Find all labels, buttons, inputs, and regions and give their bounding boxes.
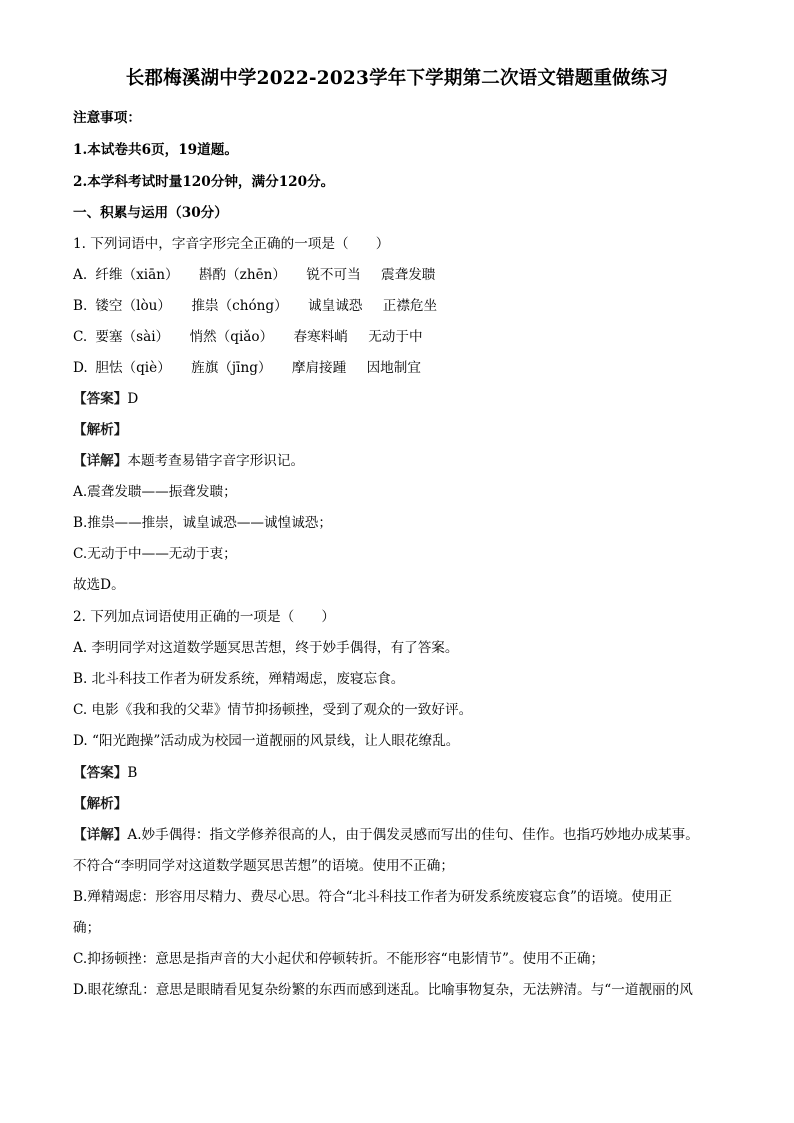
option-word: 因地制宜 xyxy=(366,360,421,376)
answer-value: D xyxy=(127,391,139,407)
option-letter: B. xyxy=(73,298,88,314)
option-letter: C. xyxy=(73,329,88,345)
q2-option-d: D. “阳光跑操”活动成为校园一道靓丽的风景线，让人眼花缭乱。 xyxy=(73,733,460,749)
q2-answer xyxy=(73,763,137,783)
q2-stem: 2. 下列加点词语使用正确的一项是（ ） xyxy=(73,609,335,625)
detail-tag: 【详解】 xyxy=(73,827,128,843)
q2-detail-line-5: C.抑扬顿挫：意思是指声音的大小起伏和停顿转折。不能形容“电影情节”。使用不正确； xyxy=(73,951,605,967)
option-word: 锐不可当 xyxy=(306,267,361,283)
notice-item-1: 1.本试卷共6页，19道题。 xyxy=(73,142,238,158)
option-word: 震聋发聩 xyxy=(381,267,436,283)
answer-tag: 【答案】 xyxy=(73,765,128,781)
section-heading: 一、积累与运用（30分） xyxy=(73,205,228,221)
q1-explain-c: C.无动于中——无动于衷； xyxy=(73,546,237,562)
answer-value: B xyxy=(127,765,138,781)
option-word: 推祟（chóng） xyxy=(191,298,288,314)
option-word: 悄然（qiǎo） xyxy=(189,329,274,345)
detail-text: A.妙手偶得：指文学修养很高的人，由于偶发灵感而写出的佳句、佳作。也指巧妙地办成某事。 xyxy=(127,827,699,843)
q2-detail-line-3: B.殚精竭虑：形容用尽精力、费尽心思。符合“北斗科技工作者为研发系统废寝忘食”的语境。使用正 xyxy=(73,889,673,905)
q2-detail-line-2: 不符合“李明同学对这道数学题冥思苦想”的语境。使用不正确； xyxy=(73,858,454,874)
detail-tag: 【详解】 xyxy=(73,453,128,469)
option-letter: A. xyxy=(73,267,88,283)
q2-option-c: C. 电影《我和我的父辈》情节抑扬顿挫，受到了观众的一致好评。 xyxy=(73,702,473,718)
option-word: 镂空（lòu） xyxy=(95,298,171,314)
q2-detail-line-6: D.眼花缭乱：意思是眼睛看见复杂纷繁的东西而感到迷乱。比喻事物复杂，无法辨清。与“一道靓丽的风 xyxy=(73,982,693,998)
q2-detail-line-1 xyxy=(73,825,699,845)
option-word: 斟酌（zhēn） xyxy=(198,267,286,283)
option-letter: D. xyxy=(73,360,88,376)
option-word: 纤维（xiān） xyxy=(95,267,179,283)
notice-item-2: 2.本学科考试时量120分钟，满分120分。 xyxy=(73,174,335,190)
q1-option-a xyxy=(73,265,451,285)
detail-text: 本题考查易错字音字形识记。 xyxy=(127,453,305,469)
q1-option-d xyxy=(73,358,437,378)
option-word: 摩肩接踵 xyxy=(291,360,347,376)
option-word: 正襟危坐 xyxy=(382,298,438,314)
q1-conclusion: 故选D。 xyxy=(73,577,125,593)
q1-option-b xyxy=(73,296,453,316)
q1-answer xyxy=(73,389,138,409)
q2-analysis-tag: 【解析】 xyxy=(73,796,128,812)
q2-option-a: A. 李明同学对这道数学题冥思苦想，终于妙手偶得，有了答案。 xyxy=(73,640,459,656)
q1-detail xyxy=(73,451,304,471)
option-word: 春寒料峭 xyxy=(293,329,348,345)
option-word: 要塞（sài） xyxy=(95,329,170,345)
option-word: 诚皇诚恐 xyxy=(308,298,363,314)
q1-analysis-tag: 【解析】 xyxy=(73,422,128,438)
q1-explain-b: B.推祟——推崇，诚皇诚恐——诚惶诚恐； xyxy=(73,515,332,531)
option-word: 旌旗（jīng） xyxy=(191,360,272,376)
notice-heading: 注意事项： xyxy=(73,110,141,126)
q1-stem: 1. 下列词语中，字音字形完全正确的一项是（ ） xyxy=(73,236,390,252)
q1-option-c xyxy=(73,327,439,347)
q2-option-b: B. 北斗科技工作者为研发系统，殚精竭虑，废寝忘食。 xyxy=(73,671,405,687)
q2-detail-line-4: 确； xyxy=(73,920,101,936)
answer-tag: 【答案】 xyxy=(73,391,128,407)
page-title: 长郡梅溪湖中学2022-2023学年下学期第二次语文错题重做练习 xyxy=(125,68,669,89)
q1-explain-a: A.震聋发聩——振聋发聩； xyxy=(73,484,237,500)
option-word: 无动于中 xyxy=(368,329,423,345)
option-word: 胆怯（qiè） xyxy=(95,360,171,376)
